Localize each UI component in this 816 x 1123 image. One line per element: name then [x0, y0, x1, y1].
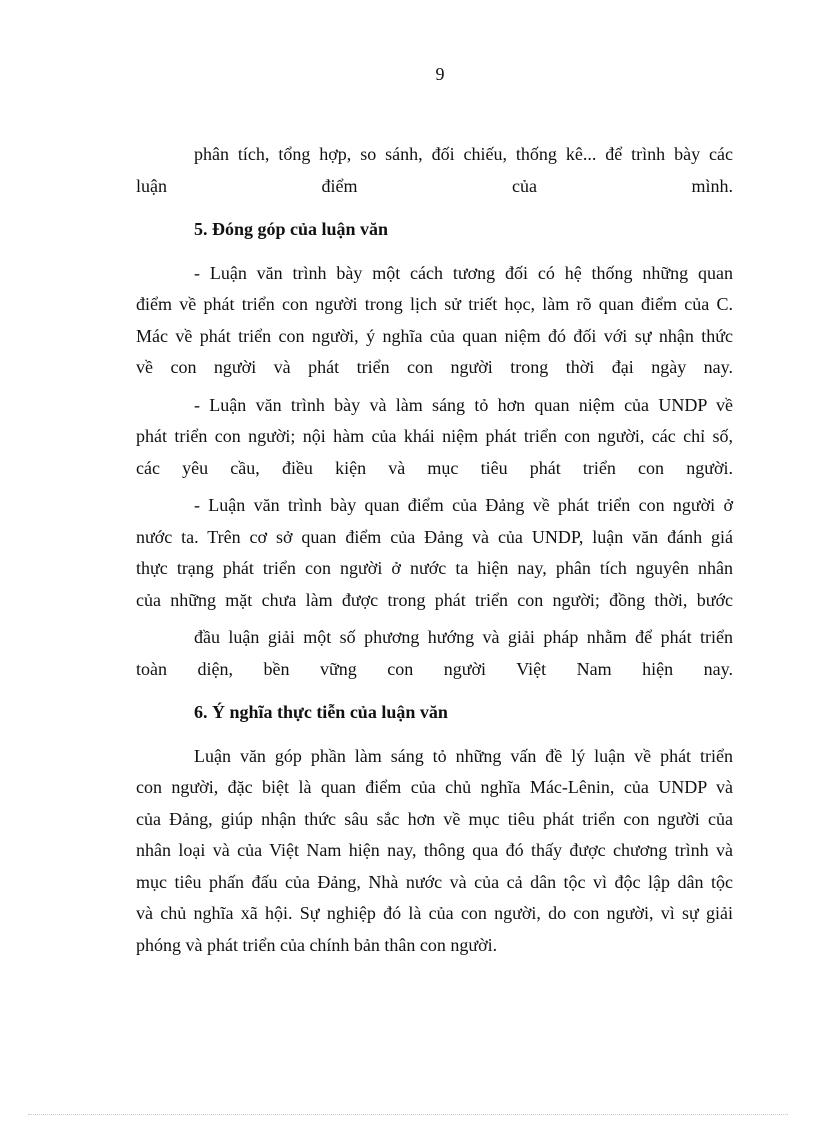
text-line: đầu luận giải một số phương hướng và giải pháp nhằm để phát triển	[194, 627, 733, 647]
section-heading: 6. Ý nghĩa thực tiễn của luận văn	[194, 702, 448, 722]
text-line: thực trạng phát triển con người ở nước ta hiện nay, phân tích nguyên nhân	[136, 558, 733, 578]
text-line: luận điểm của mình.	[136, 175, 733, 196]
page-bottom-divider	[28, 1114, 788, 1115]
section5-paragraph-3	[136, 490, 733, 616]
section6-paragraph-1	[136, 741, 733, 962]
intro-paragraph	[136, 139, 733, 202]
text-line: - Luận văn trình bày và làm sáng tỏ hơn quan niệm của UNDP về	[194, 394, 733, 415]
section5-paragraph-2	[136, 390, 733, 485]
document-body	[136, 139, 733, 961]
text-line: Luận văn góp phần làm sáng tỏ những vấn đề lý luận về phát triển	[194, 745, 733, 766]
text-line: con người, đặc biệt là quan điểm của chủ nghĩa Mác-Lênin, của UNDP và	[136, 777, 733, 797]
text-line: về con người và phát triển con người trong thời đại ngày nay.	[136, 357, 733, 377]
text-line: phóng và phát triển của chính bản thân con người.	[136, 934, 498, 955]
text-line: mục tiêu phấn đấu của Đảng, Nhà nước và của cả dân tộc vì độc lập dân tộc	[136, 871, 733, 892]
section5-paragraph-1	[136, 258, 733, 384]
text-line: của những mặt chưa làm được trong phát triển con người; đồng thời, bước	[136, 589, 733, 610]
page-number: 9	[435, 64, 445, 84]
text-line: điểm về phát triển con người trong lịch sử triết học, làm rõ quan điểm của C.	[136, 294, 733, 314]
text-line: toàn diện, bền vững con người Việt Nam hiện nay.	[136, 658, 733, 679]
text-line: và chủ nghĩa xã hội. Sự nghiệp đó là của con người, do con người, vì sự giải	[136, 903, 733, 923]
text-line: của Đảng, giúp nhận thức sâu sắc hơn về mục tiêu phát triển con người của	[136, 808, 733, 829]
text-line: phân tích, tổng hợp, so sánh, đối chiếu, thống kê... để trình bày các	[194, 144, 733, 164]
section5-paragraph-4	[136, 622, 733, 685]
text-line: nhân loại và của Việt Nam hiện nay, thông qua đó thấy được chương trình và	[136, 840, 733, 860]
text-line: - Luận văn trình bày một cách tương đối có hệ thống những quan	[194, 262, 733, 283]
text-line: các yêu cầu, điều kiện và mục tiêu phát triển con người.	[136, 457, 733, 478]
text-line: - Luận văn trình bày quan điểm của Đảng về phát triển con người ở	[194, 495, 733, 515]
text-line: nước ta. Trên cơ sở quan điểm của Đảng và của UNDP, luận văn đánh giá	[136, 526, 733, 547]
section-heading: 5. Đóng góp của luận văn	[194, 219, 389, 239]
text-line: phát triển con người; nội hàm của khái niệm phát triển con người, các chỉ số,	[136, 426, 733, 446]
text-line: Mác về phát triển con người, ý nghĩa của quan niệm đó đối với sự nhận thức	[136, 325, 733, 346]
